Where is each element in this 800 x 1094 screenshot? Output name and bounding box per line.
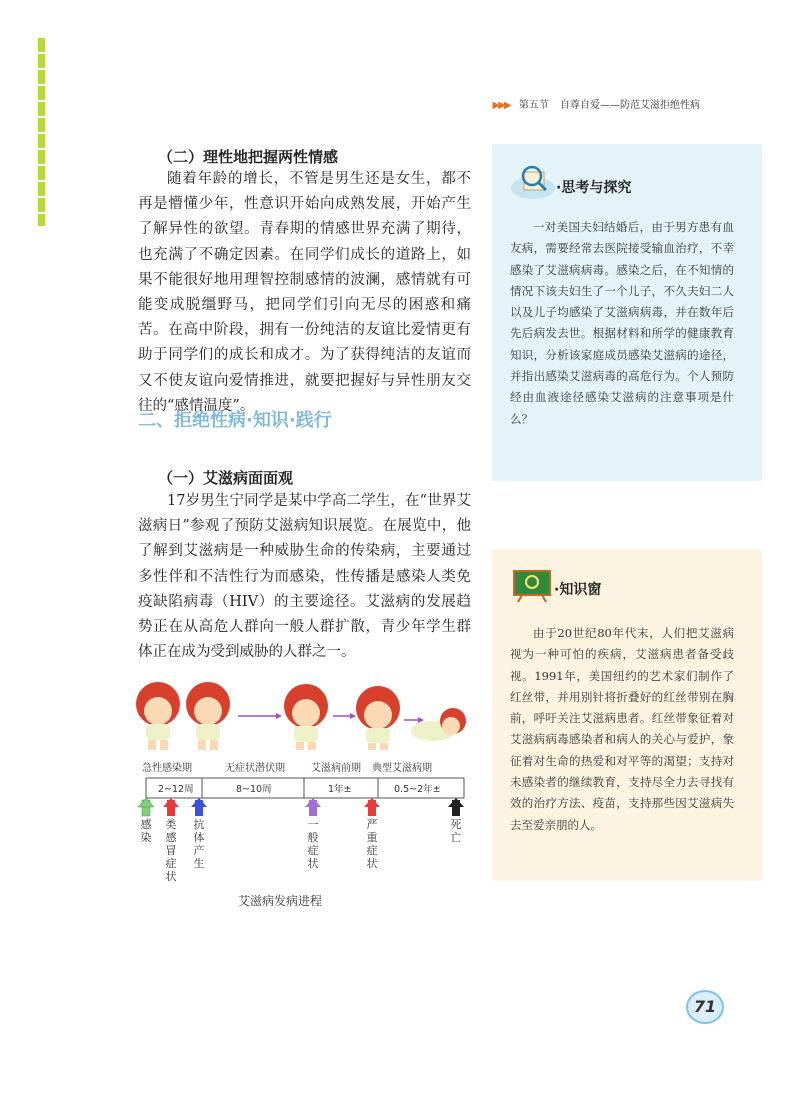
magnifier-icon: [510, 164, 556, 200]
knowledge-box-text: 由于20世纪80年代末，人们把艾滋病视为一种可怕的疾病，艾滋病患者备受歧视。1991年，美国纽约的艺术家们制作了红丝带，并用别针将折叠好的红丝带别在胸前，呼吁关注艾滋病患者。红丝带象征着对艾滋病病毒感染者和病人的关心与爱护，象征着对生命的热爱和对平等的渴望；支持对未感染者的继续教育，支持尽全力去寻找有效的治疗方法、疫苗，支持那些因艾滋病失去至爱亲朋的人。: [510, 626, 734, 832]
header-arrows-icon: ▶▶▶: [492, 100, 510, 111]
figure-child-lying: [411, 708, 466, 741]
marker-label: 一般症状: [307, 818, 319, 870]
chalkboard-icon: [512, 567, 552, 603]
knowledge-box-title: ·知识窗: [554, 582, 602, 598]
aids-progression-figure: [128, 676, 478, 906]
knowledge-box: [492, 549, 762, 881]
marker-arrow-blue: [191, 798, 207, 816]
duration-label: 1年±: [328, 784, 352, 795]
subheading-emotions: （二）理性地把握两性情感: [158, 148, 339, 166]
subheading-aids: （一）艾滋病面面观: [158, 469, 294, 487]
figure-child-2: [186, 682, 230, 750]
figure-caption: 艾滋病发病进程: [238, 894, 323, 908]
duration-label: 0.5~2年±: [394, 784, 441, 795]
think-box: [492, 144, 762, 481]
header-title: 自尊自爱——防范艾滋拒绝性病: [560, 100, 700, 111]
stage-label: 无症状潜伏期: [225, 763, 285, 774]
margin-decoration: [38, 38, 45, 226]
marker-label: 感染: [140, 818, 152, 844]
marker-arrow-red: [163, 798, 179, 816]
marker-label: 死亡: [450, 818, 462, 844]
duration-label: 2~12周: [158, 784, 194, 795]
running-header: [493, 96, 700, 111]
paragraph-aids: 17岁男生宁同学是某中学高二学生，在“世界艾滋病日”参观了预防艾滋病知识展览。在展览中，他了解到艾滋病是一种威胁生命的传染病，主要通过多性伴和不洁性行为而感染，性传播是感染人类免疫缺陷病毒（HIV）的主要途径。艾滋病的发展趋势正在从高危人群向一般人群扩散，青少年学生群体正在成为受到威胁的人群之一。: [138, 493, 471, 661]
marker-arrow-purple: [305, 798, 321, 816]
duration-label: 8~10周: [236, 784, 272, 795]
figure-child-4: [356, 686, 400, 750]
marker-arrow-black: [448, 798, 464, 816]
figure-child-3: [284, 684, 328, 750]
section-title: 二、拒绝性病·知识·践行: [138, 410, 332, 431]
marker-label: 类感冒症状: [165, 818, 177, 883]
marker-label: 抗体产生: [193, 818, 205, 870]
think-box-title: ·思考与探究: [556, 180, 632, 196]
think-box-text: 一对美国夫妇结婚后，由于男方患有血友病，需要经常去医院接受输血治疗，不幸感染了艾滋病病毒。感染之后，在不知情的情况下该夫妇生了一个儿子，不久夫妇二人以及儿子均感染了艾滋病病毒，并在数年后先后病发去世。根据材料和所学的健康教育知识，分析该家庭成员感染艾滋病的途径，并指出感染艾滋病毒的高危行为。个人预防经由血液途径感染艾滋病的注意事项是什么？: [510, 220, 734, 426]
stage-label: 急性感染期: [142, 763, 192, 774]
marker-arrow-red-2: [364, 798, 380, 816]
stage-label: 典型艾滋病期: [372, 763, 432, 774]
stage-label: 艾滋病前期: [311, 763, 361, 774]
marker-arrow-green: [138, 798, 154, 816]
figure-child-1: [136, 682, 180, 750]
header-section: 第五节: [518, 100, 549, 111]
paragraph-emotions: 随着年龄的增长，不管是男生还是女生，都不再是懵懂少年，性意识开始向成熟发展，开始产生了解异性的欲望。青春期的情感世界充满了期待，也充满了不确定因素。在同学们成长的道路上，如果不能很好地用理智控制感情的波澜，感情就有可能变成脱缰野马，把同学们引向无尽的困惑和痛苦。在高中阶段，拥有一份纯洁的友谊比爱情更有助于同学们的成长和成才。为了获得纯洁的友谊而又不使友谊向爱情推进，就要把握好与异性朋友交往的“感情温度”。: [138, 171, 471, 414]
page-number: 71: [686, 990, 724, 1024]
marker-label: 严重症状: [366, 818, 378, 870]
